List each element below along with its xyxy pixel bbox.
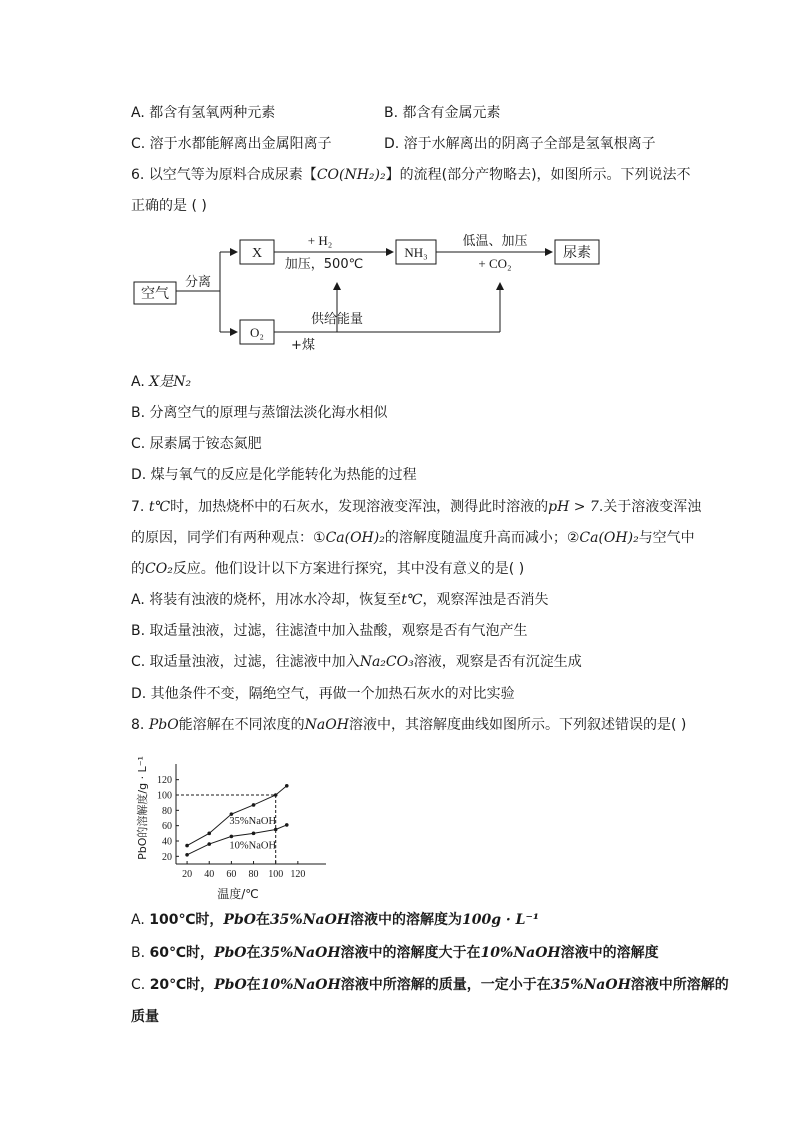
- q8-option-a: A. 100℃时，PbO在35%NaOH溶液中的溶解度为100g · L⁻¹: [131, 912, 540, 928]
- energy-label: 供给能量: [310, 312, 364, 327]
- coal-label: +煤: [291, 338, 315, 353]
- q7-option-b: B. 取适量浊液，过滤，往滤渣中加入盐酸，观察是否有气泡产生: [131, 623, 528, 639]
- y-tick-label: 20: [162, 851, 172, 863]
- series-point: [230, 835, 234, 839]
- o2-label: O₂: [250, 325, 264, 340]
- q6-stem-line1: 6. 以空气等为原料合成尿素【CO(NH₂)₂】的流程(部分产物略去)，如图所示。下列说法不: [131, 167, 691, 183]
- series-point: [252, 832, 256, 836]
- x-tick-label: 20: [182, 869, 193, 880]
- q8-option-c-continued: 质量: [131, 1009, 159, 1025]
- q5-option-a: A. 都含有氢氧两种元素: [131, 105, 276, 121]
- series-point: [274, 793, 278, 797]
- q6-stem-line2: 正确的是 ( ): [131, 198, 207, 214]
- nh3-label: NH₃: [404, 245, 428, 260]
- condition-1-label: 加压，500℃: [284, 257, 364, 272]
- y-tick-label: 80: [162, 805, 172, 817]
- series-label: 10%NaOH: [229, 840, 277, 852]
- series-point: [285, 784, 289, 788]
- x-tick-label: 80: [248, 869, 259, 880]
- series-point: [274, 828, 278, 832]
- x-tick-label: 100: [268, 869, 284, 880]
- plus-h2-label: + H₂: [307, 233, 333, 248]
- plus-co2-label: + CO₂: [478, 256, 512, 271]
- x-tick-label: 120: [290, 869, 306, 880]
- y-tick-label: 100: [157, 790, 172, 802]
- q7-option-d: D. 其他条件不变，隔绝空气，再做一个加热石灰水的对比实验: [131, 686, 515, 702]
- x-tick-label: 40: [204, 869, 215, 880]
- q8-stem: 8. PbO能溶解在不同浓度的NaOH溶液中，其溶解度曲线如图所示。下列叙述错误的是( ): [131, 717, 687, 733]
- urea-label: 尿素: [563, 245, 591, 261]
- series-point: [185, 853, 189, 857]
- x-tick-label: 60: [226, 869, 237, 880]
- q5-option-b: B. 都含有金属元素: [384, 105, 501, 121]
- y-tick-label: 40: [162, 836, 172, 848]
- q5-option-c: C. 溶于水都能解离出金属阳离子: [131, 136, 332, 152]
- q7-stem-line3: 的CO₂反应。他们设计以下方案进行探究，其中没有意义的是( ): [131, 561, 525, 577]
- condition-2-label: 低温、加压: [462, 234, 528, 249]
- series-point: [285, 823, 289, 827]
- y-tick-label: 120: [157, 775, 172, 787]
- series-point: [207, 842, 211, 846]
- q7-stem-line2: 的原因，同学们有两种观点：①Ca(OH)₂的溶解度随温度升高而减小；②Ca(OH)₂与空气中: [131, 530, 695, 546]
- q6-option-a: A. X是N₂: [131, 374, 192, 390]
- q8-option-b: B. 60℃时，PbO在35%NaOH溶液中的溶解度大于在10%NaOH溶液中的溶解度: [131, 945, 659, 961]
- q6-option-d: D. 煤与氧气的反应是化学能转化为热能的过程: [131, 467, 417, 483]
- q8-option-c: C. 20℃时，PbO在10%NaOH溶液中所溶解的质量，一定小于在35%NaOH溶液中所溶解的: [131, 977, 729, 993]
- x-axis-label: 温度/℃: [217, 887, 259, 901]
- q7-option-c: C. 取适量浊液，过滤，往滤液中加入Na₂CO₃溶液，观察是否有沉淀生成: [131, 654, 582, 670]
- q6-option-c: C. 尿素属于铵态氮肥: [131, 436, 262, 452]
- q5-option-d: D. 溶于水解离出的阴离子全部是氢氧根离子: [384, 136, 656, 152]
- x-label: X: [251, 246, 263, 261]
- series-point: [185, 844, 189, 848]
- q6-option-b: B. 分离空气的原理与蒸馏法淡化海水相似: [131, 405, 388, 421]
- y-axis-label: PbO的溶解度/g · L⁻¹: [136, 756, 149, 860]
- q7-stem-line1: 7. t℃时，加热烧杯中的石灰水，发现溶液变浑浊，测得此时溶液的pH > 7.关于溶液变浑浊: [131, 499, 702, 515]
- q8-solubility-chart: [130, 746, 340, 906]
- series-point: [207, 832, 211, 836]
- series-point: [252, 803, 256, 807]
- q7-option-a: A. 将装有浊液的烧杯，用冰水冷却，恢复至t℃，观察浑浊是否消失: [131, 592, 549, 608]
- y-tick-label: 60: [162, 821, 172, 833]
- q6-flow-diagram: [120, 228, 610, 358]
- air-label: 空气: [141, 286, 169, 302]
- separate-label: 分离: [184, 275, 212, 290]
- series-label: 35%NaOH: [229, 816, 277, 828]
